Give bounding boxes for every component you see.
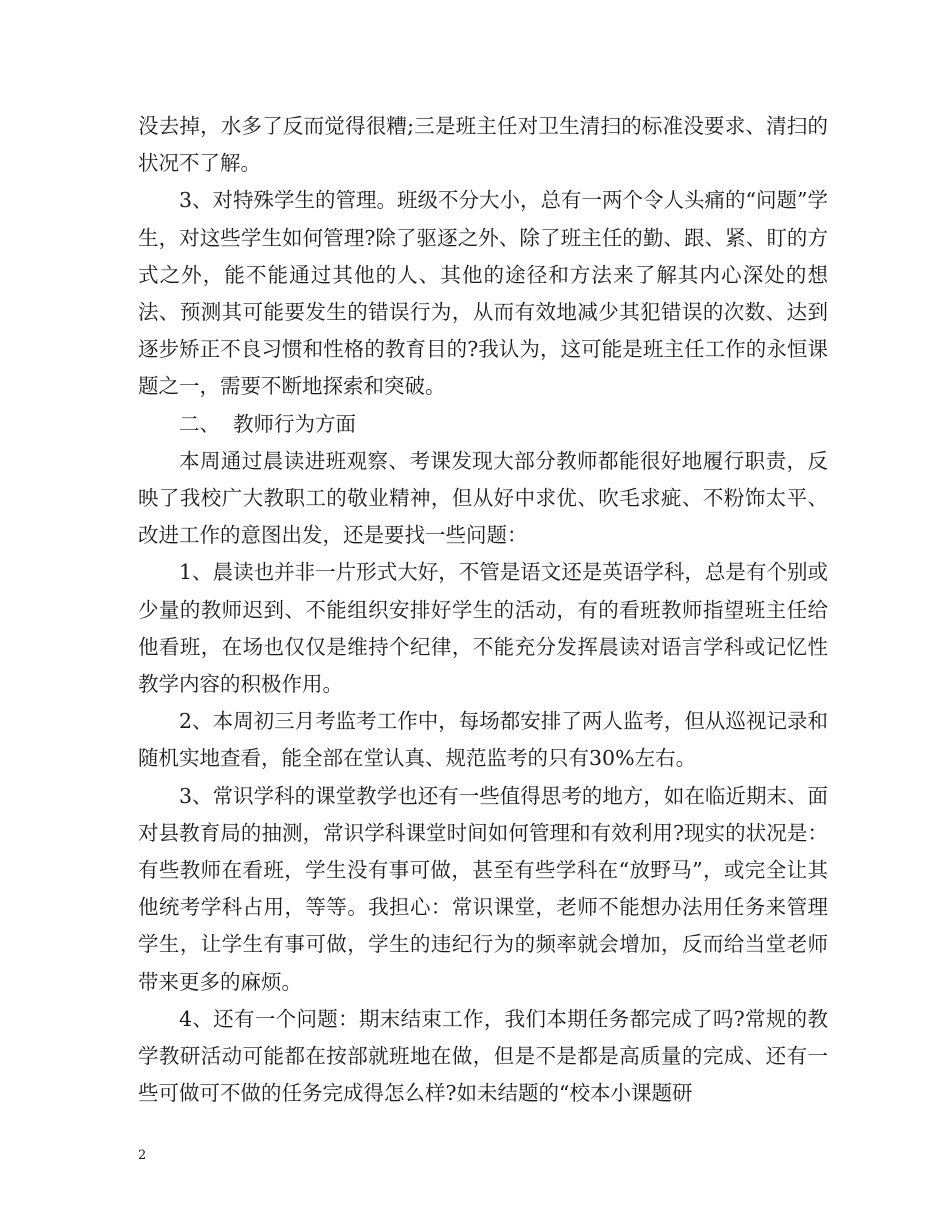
paragraph-item-4-term-end: 4、还有一个问题：期末结束工作，我们本期任务都完成了吗?常规的教学教研活动可能都在按部就班地在做，但是不是都是高质量的完成、还有一些可做可不做的任务完成得怎么样?如未结题的“校本小课题研 bbox=[138, 1006, 828, 1106]
paragraph-item-2-exam-proctoring: 2、本周初三月考监考工作中，每场都安排了两人监考，但从巡视记录和随机实地查看，能全部在堂认真、规范监考的只有30%左右。 bbox=[138, 709, 828, 771]
paragraph-item-1-morning-reading: 1、晨读也并非一片形式大好，不管是语文还是英语学科，总是有个别或少量的教师迟到、不能组织安排好学生的活动，有的看班教师指望班主任给他看班，在场也仅仅是维持个纪律，不能充分发挥晨读对语言学科或记忆性教学内容的积极作用。 bbox=[138, 560, 828, 697]
paragraph-item-3-special-students: 3、对特殊学生的管理。班级不分大小，总有一两个令人头痛的“问题”学生，对这些学生如何管理?除了驱逐之外、除了班主任的勤、跟、紧、盯的方式之外，能不能通过其他的人、其他的途径和方法来了解其内心深处的想法、预测其可能要发生的错误行为，从而有效地减少其犯错误的次数、达到逐步矫正不良习惯和性格的教育目的?我认为，这可能是班主任工作的永恒课题之一，需要不断地探索和突破。 bbox=[138, 188, 829, 399]
paragraph-item-3-general-subjects: 3、常识学科的课堂教学也还有一些值得思考的地方，如在临近期末、面对县教育局的抽测，常识学科课堂时间如何管理和有效利用?现实的状况是：有些教师在看班，学生没有事可做，甚至有些学科在“放野马”，或完全让其他统考学科占用，等等。我担心：常识课堂，老师不能想办法用任务来管理学生，让学生有事可做，学生的违纪行为的频率就会增加，反而给当堂老师带来更多的麻烦。 bbox=[138, 783, 828, 994]
paragraph-section-intro: 本周通过晨读进班观察、考课发现大部分教师都能很好地履行职责，反映了我校广大教职工的敬业精神，但从好中求优、吹毛求疵、不粉饰太平、改进工作的意图出发，还是要找一些问题： bbox=[138, 448, 828, 548]
section-heading-teacher-behavior: 二、 教师行为方面 bbox=[179, 411, 357, 436]
paragraph-continued: 没去掉，水多了反而觉得很糟;三是班主任对卫生清扫的标准没要求、清扫的状况不了解。 bbox=[138, 114, 828, 176]
document-body bbox=[138, 108, 828, 1112]
page-number: 2 bbox=[138, 1148, 147, 1163]
